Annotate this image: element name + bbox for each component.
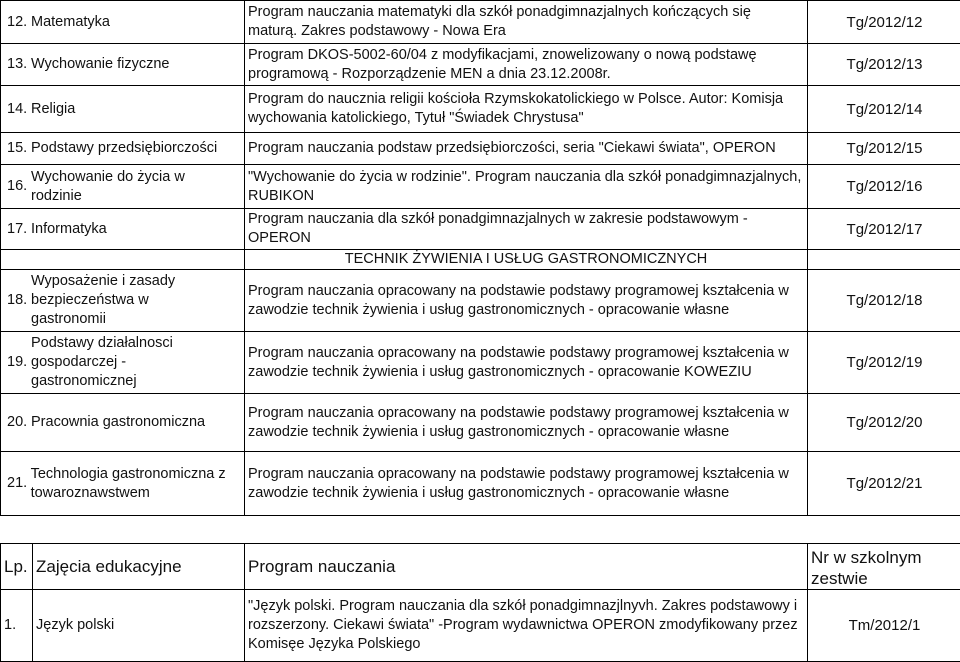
program-code: Tg/2012/17: [808, 209, 960, 250]
subject-cell: [1, 133, 245, 165]
subject-cell: [1, 332, 245, 394]
table-row: [1, 44, 960, 86]
subject-name: Informatyka: [31, 220, 107, 239]
program-code: Tg/2012/18: [808, 270, 960, 332]
table-row: [1, 394, 960, 452]
row-number: 17.: [7, 220, 31, 239]
program-cell: Program nauczania opracowany na podstawie podstawy programowej kształcenia w zawodzie technik żywienia i usług gastronomicznych - opracowanie własne: [245, 394, 808, 452]
table-row: [1, 86, 960, 133]
row-number: 21.: [7, 474, 31, 493]
section-header: TECHNIK ŻYWIENIA I USŁUG GASTRONOMICZNYCH: [245, 250, 808, 270]
table-row: [1, 590, 960, 662]
row-number: 16.: [7, 177, 31, 196]
program-cell: Program nauczania opracowany na podstawie podstawy programowej kształcenia w zawodzie technik żywienia i usług gastronomicznych - opracowanie własne: [245, 452, 808, 516]
subject-cell: [1, 86, 245, 133]
subject-cell: [1, 165, 245, 209]
subject-cell: [1, 44, 245, 86]
program-code: Tm/2012/1: [808, 590, 960, 662]
table-row: [1, 1, 960, 44]
table-header-row: [1, 544, 960, 590]
subject-cell: [1, 394, 245, 452]
subject-name: Matematyka: [31, 13, 110, 32]
subject-cell: [1, 452, 245, 516]
table-row: [1, 270, 960, 332]
program-cell: "Język polski. Program nauczania dla szkół ponadgimnazjlnyvh. Zakres podstawowy i rozszerzony. Ciekawi świata" -Program wydawnictwa OPERON zmodyfikowany przez Komisęe Języka Polskiego: [245, 590, 808, 662]
subject-name: Religia: [31, 100, 75, 119]
program-cell: Program nauczania podstaw przedsiębiorczości, seria "Ciekawi świata", OPERON: [245, 133, 808, 165]
program-code: Tg/2012/15: [808, 133, 960, 165]
row-number: 14.: [7, 100, 31, 119]
program-cell: Program nauczania opracowany na podstawie podstawy programowej kształcenia w zawodzie technik żywienia i usług gastronomicznych - opracowanie KOWEZIU: [245, 332, 808, 394]
table-row: [1, 452, 960, 516]
subject-name: Wychowanie do życia w rodzinie: [31, 168, 211, 206]
program-code: Tg/2012/21: [808, 452, 960, 516]
subject-name: Podstawy działalnosci gospodarczej - gastronomicznej: [31, 334, 191, 391]
program-cell: Program do naucznia religii kościoła Rzymskokatolickiego w Polsce. Autor: Komisja wychowania katolickiego, Tytuł "Świadek Chrystusa": [245, 86, 808, 133]
header-code: Nr w szkolnym zestwie: [808, 544, 960, 590]
program-cell: Program nauczania opracowany na podstawie podstawy programowej kształcenia w zawodzie technik żywienia i usług gastronomicznych - opracowanie własne: [245, 270, 808, 332]
subject-name: Wychowanie fizyczne: [31, 55, 169, 74]
subject-cell: [1, 209, 245, 250]
table-row: [1, 165, 960, 209]
header-subject: Zajęcia edukacyjne: [33, 544, 245, 590]
row-number: 18.: [7, 291, 31, 310]
table-row: [1, 133, 960, 165]
row-number: 20.: [7, 413, 31, 432]
row-number: 1.: [1, 590, 33, 662]
subject-name: Język polski: [33, 590, 245, 662]
subject-name: Wyposażenie i zasady bezpieczeństwa w gastronomii: [31, 272, 191, 329]
subject-name: Pracownia gastronomiczna: [31, 413, 205, 432]
header-program: Program nauczania: [245, 544, 808, 590]
program-code: Tg/2012/16: [808, 165, 960, 209]
subject-name: Technologia gastronomiczna z towaroznawstwem: [31, 465, 241, 503]
program-cell: Program DKOS-5002-60/04 z modyfikacjami, znowelizowany o nową podstawę programową - Rozporządzenie MEN a dnia 23.12.2008r.: [245, 44, 808, 86]
header-lp: Lp.: [1, 544, 33, 590]
empty-cell: [1, 250, 245, 270]
table-row: [1, 209, 960, 250]
row-number: 12.: [7, 13, 31, 32]
program-cell: Program nauczania dla szkół ponadgimnazjalnych w zakresie podstawowym - OPERON: [245, 209, 808, 250]
language-program-table: [0, 543, 960, 662]
row-number: 19.: [7, 353, 31, 372]
program-code: Tg/2012/19: [808, 332, 960, 394]
empty-cell: [808, 250, 960, 270]
program-cell: "Wychowanie do życia w rodzinie". Program nauczania dla szkół ponadgimnazjalnych, RUBIKON: [245, 165, 808, 209]
row-number: 13.: [7, 55, 31, 74]
section-header-row: [1, 250, 960, 270]
subject-cell: [1, 270, 245, 332]
program-cell: Program nauczania matematyki dla szkół ponadgimnazjalnych kończących się maturą. Zakres podstawowy - Nowa Era: [245, 1, 808, 44]
row-number: 15.: [7, 139, 31, 158]
program-code: Tg/2012/20: [808, 394, 960, 452]
table-row: [1, 332, 960, 394]
subject-name: Podstawy przedsiębiorczości: [31, 139, 217, 158]
program-code: Tg/2012/13: [808, 44, 960, 86]
subject-cell: [1, 1, 245, 44]
program-code: Tg/2012/12: [808, 1, 960, 44]
program-code: Tg/2012/14: [808, 86, 960, 133]
